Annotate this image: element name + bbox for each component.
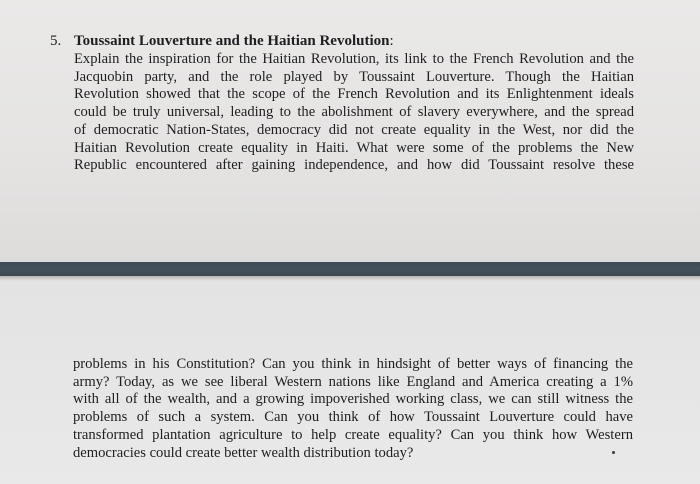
question-text-top — [74, 51, 634, 175]
question-title-colon: : — [389, 33, 394, 49]
text-line: of democratic Nation-States, democracy did not create equality in the West, nor did the — [74, 121, 634, 138]
stray-ink-mark — [612, 451, 615, 454]
text-line: problems of such a system. Can you think of how Toussaint Louverture could have — [73, 409, 633, 426]
text-line: Explain the inspiration for the Haitian Revolution, its link to the French Revolution and the — [74, 51, 634, 67]
text-line: problems in his Constitution? Can you think in hindsight of better ways of financing the — [73, 356, 633, 372]
text-line: Jacquobin party, and the role played by Toussaint Louverture. Though the Haitian — [74, 68, 634, 85]
question-title-text: Toussaint Louverture and the Haitian Revolution — [74, 33, 390, 49]
text-line: Haitian Revolution create equality in Haiti. What were some of the problems the New — [74, 139, 634, 156]
text-line: with all of the wealth, and a growing impoverished working class, we can still witness the — [73, 391, 633, 408]
text-line: transformed plantation agriculture to help create equality? Can you think how Western — [73, 426, 633, 443]
question-text-bottom — [73, 356, 633, 462]
text-line: army? Today, as we see liberal Western nations like England and America creating a 1% — [73, 373, 633, 390]
question-title — [74, 33, 394, 49]
question-number: 5. — [50, 33, 62, 49]
text-line: Revolution showed that the scope of the French Revolution and its Enlightenment ideals — [74, 86, 634, 103]
text-line: could be truly universal, leading to the abolishment of slavery everywhere, and the spread — [74, 104, 634, 121]
page-divider-bar — [0, 262, 700, 276]
text-line: democracies could create better wealth distribution today? — [73, 444, 414, 461]
text-line: Republic encountered after gaining independence, and how did Toussaint resolve these — [74, 157, 634, 174]
